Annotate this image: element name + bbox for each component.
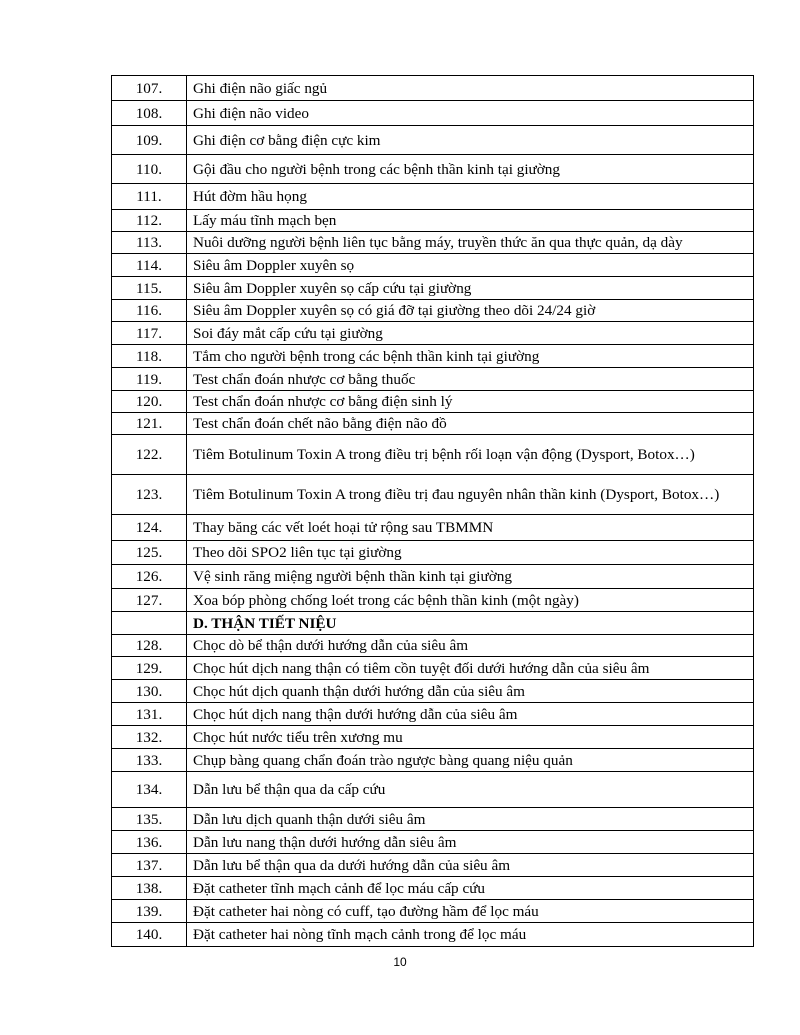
procedure-row xyxy=(112,515,754,541)
procedure-number: 108. xyxy=(112,101,187,126)
procedure-name: Nuôi dưỡng người bệnh liên tục bằng máy, truyền thức ăn qua thực quản, dạ dày xyxy=(187,232,754,254)
procedure-name: Siêu âm Doppler xuyên sọ có giá đỡ tại giường theo dõi 24/24 giờ xyxy=(187,300,754,322)
procedure-name: Đặt catheter hai nòng có cuff, tạo đường hầm để lọc máu xyxy=(187,900,754,923)
procedure-name: Siêu âm Doppler xuyên sọ cấp cứu tại giường xyxy=(187,277,754,300)
procedure-number: 135. xyxy=(112,808,187,831)
procedure-name: Ghi điện não giấc ngủ xyxy=(187,76,754,101)
procedure-name: Đặt catheter hai nòng tĩnh mạch cảnh trong để lọc máu xyxy=(187,923,754,947)
procedure-name: Thay băng các vết loét hoại tử rộng sau TBMMN xyxy=(187,515,754,541)
procedure-number: 129. xyxy=(112,657,187,680)
procedure-row xyxy=(112,277,754,300)
procedure-row xyxy=(112,391,754,413)
procedure-number: 114. xyxy=(112,254,187,277)
procedure-row xyxy=(112,184,754,210)
procedure-row xyxy=(112,657,754,680)
procedure-row xyxy=(112,232,754,254)
section-title: D. THẬN TIẾT NIỆU xyxy=(187,612,754,635)
procedure-row xyxy=(112,923,754,947)
procedure-number: 116. xyxy=(112,300,187,322)
procedure-number: 111. xyxy=(112,184,187,210)
procedure-number: 126. xyxy=(112,565,187,589)
procedure-row xyxy=(112,589,754,612)
procedure-row xyxy=(112,831,754,854)
procedure-number: 132. xyxy=(112,726,187,749)
procedure-row xyxy=(112,126,754,155)
procedure-number: 124. xyxy=(112,515,187,541)
procedure-number: 119. xyxy=(112,368,187,391)
procedure-table-body xyxy=(112,76,754,947)
procedure-number xyxy=(112,612,187,635)
procedure-row xyxy=(112,210,754,232)
procedure-number: 139. xyxy=(112,900,187,923)
procedure-number: 134. xyxy=(112,772,187,808)
procedure-number: 125. xyxy=(112,541,187,565)
procedure-row xyxy=(112,541,754,565)
procedure-row xyxy=(112,300,754,322)
procedure-name: Chọc hút dịch quanh thận dưới hướng dẫn của siêu âm xyxy=(187,680,754,703)
procedure-name: Tắm cho người bệnh trong các bệnh thần kinh tại giường xyxy=(187,345,754,368)
procedure-name: Chọc hút dịch nang thận dưới hướng dẫn của siêu âm xyxy=(187,703,754,726)
procedure-number: 137. xyxy=(112,854,187,877)
procedure-name: Test chẩn đoán nhược cơ bằng điện sinh lý xyxy=(187,391,754,413)
procedure-name: Chọc hút dịch nang thận có tiêm cồn tuyệt đối dưới hướng dẫn của siêu âm xyxy=(187,657,754,680)
procedure-number: 127. xyxy=(112,589,187,612)
procedure-row xyxy=(112,101,754,126)
procedure-number: 117. xyxy=(112,322,187,345)
procedure-row xyxy=(112,413,754,435)
procedure-row xyxy=(112,877,754,900)
procedure-number: 133. xyxy=(112,749,187,772)
procedure-number: 130. xyxy=(112,680,187,703)
procedure-name: Chọc hút nước tiểu trên xương mu xyxy=(187,726,754,749)
procedure-number: 118. xyxy=(112,345,187,368)
procedure-row xyxy=(112,772,754,808)
procedure-number: 121. xyxy=(112,413,187,435)
procedure-number: 113. xyxy=(112,232,187,254)
procedure-row xyxy=(112,254,754,277)
procedure-name: Gội đầu cho người bệnh trong các bệnh thần kinh tại giường xyxy=(187,155,754,184)
procedure-row xyxy=(112,76,754,101)
procedure-row xyxy=(112,155,754,184)
procedure-row xyxy=(112,900,754,923)
procedure-name: Đặt catheter tĩnh mạch cảnh để lọc máu cấp cứu xyxy=(187,877,754,900)
procedure-table xyxy=(111,75,754,947)
procedure-name: Ghi điện não video xyxy=(187,101,754,126)
procedure-name: Xoa bóp phòng chống loét trong các bệnh thần kinh (một ngày) xyxy=(187,589,754,612)
procedure-number: 109. xyxy=(112,126,187,155)
procedure-row xyxy=(112,345,754,368)
procedure-number: 136. xyxy=(112,831,187,854)
procedure-row xyxy=(112,808,754,831)
section-header-row xyxy=(112,612,754,635)
procedure-number: 138. xyxy=(112,877,187,900)
procedure-name: Chọc dò bể thận dưới hướng dẫn của siêu âm xyxy=(187,635,754,657)
procedure-row xyxy=(112,726,754,749)
procedure-number: 120. xyxy=(112,391,187,413)
procedure-row xyxy=(112,854,754,877)
procedure-number: 128. xyxy=(112,635,187,657)
procedure-number: 115. xyxy=(112,277,187,300)
procedure-row xyxy=(112,565,754,589)
procedure-name: Dẫn lưu nang thận dưới hướng dẫn siêu âm xyxy=(187,831,754,854)
procedure-name: Siêu âm Doppler xuyên sọ xyxy=(187,254,754,277)
procedure-name: Ghi điện cơ bằng điện cực kim xyxy=(187,126,754,155)
procedure-row xyxy=(112,680,754,703)
procedure-name: Theo dõi SPO2 liên tục tại giường xyxy=(187,541,754,565)
procedure-number: 110. xyxy=(112,155,187,184)
procedure-name: Tiêm Botulinum Toxin A trong điều trị bệnh rối loạn vận động (Dysport, Botox…) xyxy=(187,435,754,475)
procedure-row xyxy=(112,475,754,515)
procedure-number: 107. xyxy=(112,76,187,101)
procedure-number: 140. xyxy=(112,923,187,947)
procedure-name: Dẫn lưu dịch quanh thận dưới siêu âm xyxy=(187,808,754,831)
procedure-name: Tiêm Botulinum Toxin A trong điều trị đau nguyên nhân thần kinh (Dysport, Botox…) xyxy=(187,475,754,515)
procedure-number: 122. xyxy=(112,435,187,475)
procedure-name: Soi đáy mắt cấp cứu tại giường xyxy=(187,322,754,345)
procedure-name: Lấy máu tĩnh mạch bẹn xyxy=(187,210,754,232)
procedure-number: 123. xyxy=(112,475,187,515)
procedure-name: Test chẩn đoán chết não bằng điện não đồ xyxy=(187,413,754,435)
page-number: 10 xyxy=(393,955,407,969)
procedure-row xyxy=(112,368,754,391)
procedure-name: Test chẩn đoán nhược cơ bằng thuốc xyxy=(187,368,754,391)
procedure-name: Chụp bàng quang chẩn đoán trào ngược bàng quang niệu quản xyxy=(187,749,754,772)
procedure-number: 131. xyxy=(112,703,187,726)
procedure-row xyxy=(112,435,754,475)
procedure-row xyxy=(112,749,754,772)
procedure-name: Dẫn lưu bể thận qua da cấp cứu xyxy=(187,772,754,808)
procedure-name: Dẫn lưu bể thận qua da dưới hướng dẫn của siêu âm xyxy=(187,854,754,877)
procedure-row xyxy=(112,703,754,726)
procedure-name: Hút đờm hầu họng xyxy=(187,184,754,210)
procedure-number: 112. xyxy=(112,210,187,232)
procedure-row xyxy=(112,635,754,657)
procedure-name: Vệ sinh răng miệng người bệnh thần kinh tại giường xyxy=(187,565,754,589)
procedure-row xyxy=(112,322,754,345)
